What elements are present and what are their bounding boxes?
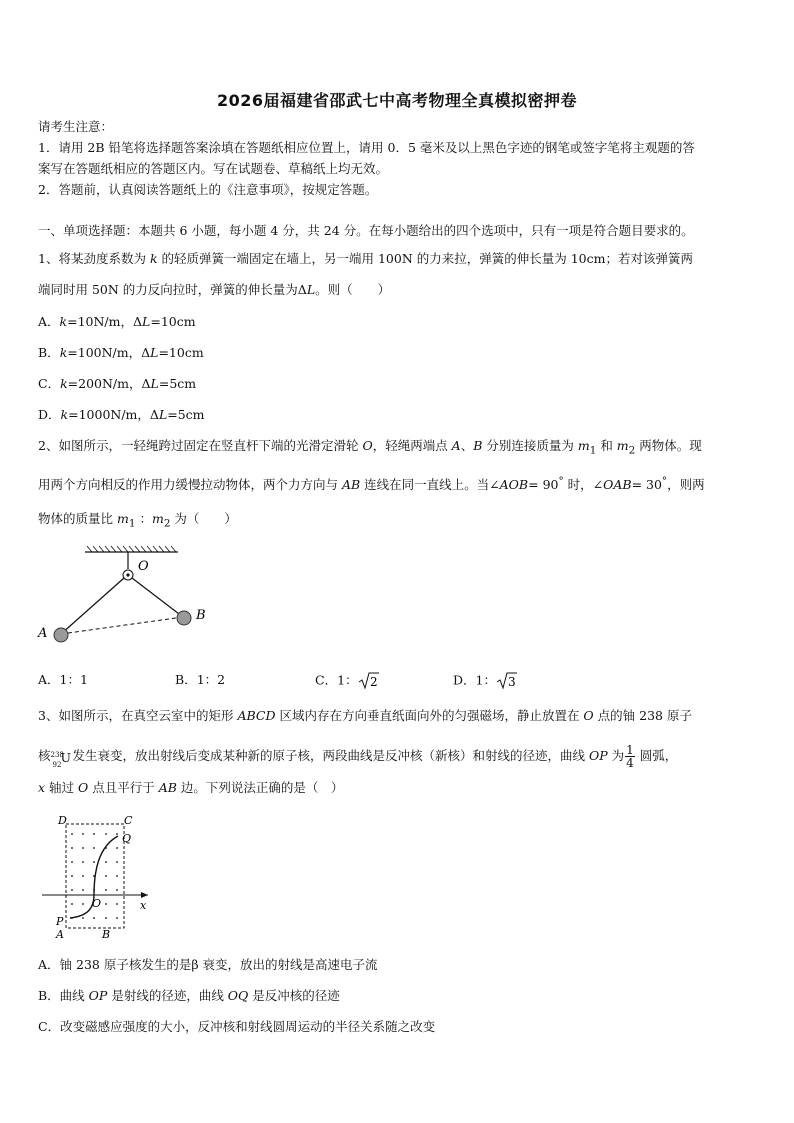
- rope-right: [132, 578, 183, 617]
- notice-heading: 请考生注意：: [38, 119, 114, 134]
- ceiling-hatching: [87, 546, 176, 552]
- quarter-fraction: $\frac{1}{4}$: [626, 743, 634, 770]
- label-o: O: [92, 897, 102, 910]
- page-title: 2026届福建省邵武七中高考物理全真模拟密押卷: [216, 91, 578, 110]
- q2-option-a: A．1：1: [38, 672, 88, 687]
- q2-stem-line-3: 物体的质量比 $m_1$ ：$m_2$ 为（ ）: [38, 511, 237, 530]
- sqrt-sign: [358, 671, 380, 691]
- label-x: x: [140, 899, 147, 912]
- notice-item-1-line-1: 1．请用 2B 铅笔将选择题答案涂填在答题纸相应位置上，请用 0．5 毫米及以上黑色字迹的钢笔或签字笔将主观题的答: [38, 140, 695, 155]
- uranium-isotope: 238 92 U: [50, 749, 72, 769]
- mass-b: [177, 611, 191, 625]
- label-d: D: [58, 814, 67, 827]
- q3-stem-line-3: x 轴过 O 点且平行于 AB 边。下列说法正确的是（ ）: [38, 780, 344, 795]
- q3-cloud-chamber-diagram: [36, 812, 164, 944]
- section-heading: 一、单项选择题：本题共 6 小题，每小题 4 分，共 24 分。在每小题给出的四个选项中，只有一项是符合题目要求的。: [38, 223, 694, 238]
- label-b: B: [102, 928, 111, 941]
- label-q: Q: [122, 832, 132, 845]
- q3-option-b: B．曲线 OP 是射线的径迹，曲线 OQ 是反冲核的径迹: [38, 988, 340, 1003]
- svg-text:3: 3: [507, 675, 516, 689]
- q1-stem-line-1: 1、将某劲度系数为 k 的轻质弹簧一端固定在墙上，另一端用 100N 的力来拉，弹簧的伸长量为 10cm；若对该弹簧两: [38, 251, 693, 266]
- label-o: O: [138, 559, 149, 574]
- x-axis-arrow: [141, 892, 148, 898]
- pulley-axle: [126, 573, 129, 576]
- track-oq: [94, 836, 118, 895]
- label-b: B: [196, 608, 206, 623]
- label-c: C: [124, 814, 133, 827]
- q2-stem-line-2: 用两个方向相反的作用力缓慢拉动物体，两个力方向与 AB 连线在同一直线上。当∠AOB= 90° 时，∠OAB= 30°，则两: [38, 475, 705, 493]
- q1-option-c: C．k=200N/m，ΔL=5cm: [38, 376, 197, 391]
- label-p: P: [56, 915, 64, 928]
- rope-left: [61, 578, 124, 634]
- q3-option-c: C．改变磁感应强度的大小，反冲核和射线圆周运动的半径关系随之改变: [38, 1019, 436, 1034]
- q1-option-b: B．k=100N/m，ΔL=10cm: [38, 345, 204, 360]
- ab-dashed-line: [61, 617, 183, 634]
- q3-stem-line-1: 3、如图所示，在真空云室中的矩形 ABCD 区域内存在方向垂直纸面向外的匀强磁场，静止放置在 O 点的铀 238 原子: [38, 708, 692, 723]
- label-a: A: [38, 626, 48, 641]
- track-op: [70, 895, 94, 918]
- sqrt-sign: [496, 671, 518, 691]
- notice-item-1-line-2: 案写在答题纸相应的答题区内。写在试题卷、草稿纸上均无效。: [38, 161, 389, 176]
- svg-text:2: 2: [369, 675, 378, 689]
- q2-option-d: D．1： 3: [453, 671, 518, 691]
- q1-stem-line-2: 端同时用 50N 的力反向拉时，弹簧的伸长量为ΔL。则（ ）: [38, 282, 391, 297]
- q1-option-d: D．k=1000N/m，ΔL=5cm: [38, 407, 205, 422]
- mass-a: [54, 628, 68, 642]
- q2-option-c: C．1： 2: [315, 671, 380, 691]
- q1-option-a: A．k=10N/m，ΔL=10cm: [38, 314, 196, 329]
- q2-option-b: B．1：2: [175, 672, 226, 687]
- q2-stem-line-1: 2、如图所示，一轻绳跨过固定在竖直杆下端的光滑定滑轮 O，轻绳两端点 A、B 分别连接质量为 $m_1$ 和 $m_2$ 两物体。现: [38, 438, 702, 457]
- q3-option-a: A．铀 238 原子核发生的是β 衰变，放出的射线是高速电子流: [38, 957, 378, 972]
- q2-pulley-diagram: [30, 544, 220, 654]
- label-a: A: [56, 928, 64, 941]
- q3-stem-line-2: 核 238 92 U 发生衰变，放出射线后变成某种新的原子核，两段曲线是反冲核（新核）和射线的径迹，曲线 OP 为 $\frac{1}{4}$ 圆弧，: [38, 743, 678, 770]
- notice-item-2: 2．答题前，认真阅读答题纸上的《注意事项》，按规定答题。: [38, 182, 378, 197]
